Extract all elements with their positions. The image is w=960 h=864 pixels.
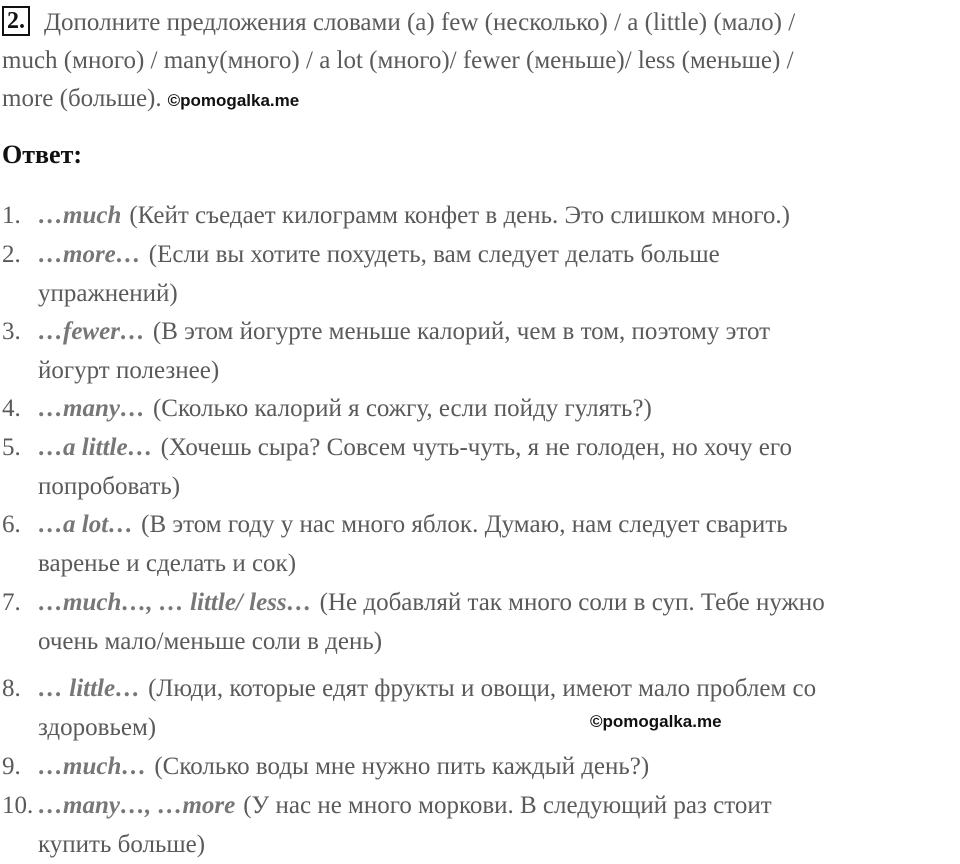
answer-number: 10.	[2, 787, 33, 826]
answer-number: 2.	[2, 236, 21, 275]
answer-translation: (Сколько воды мне нужно пить каждый день?)	[154, 753, 649, 780]
task-text-line-3: more (больше).	[2, 85, 162, 112]
answer-item-3	[0, 313, 960, 390]
answer-translation: (Хочешь сыра? Совсем чуть-чуть, я не голоден, но хочу его	[161, 434, 792, 461]
answer-number: 5.	[2, 429, 21, 468]
answer-number: 9.	[2, 748, 21, 787]
answer-number: 6.	[2, 506, 21, 545]
answer-word: …many…, …more	[38, 792, 235, 819]
answer-translation-cont: йогурт полезнее)	[38, 352, 960, 391]
answer-item-5	[0, 429, 960, 506]
answer-translation: (В этом году у нас много яблок. Думаю, нам следует сварить	[141, 511, 787, 538]
watermark-top: ©pomogalka.me	[168, 91, 300, 110]
answer-translation-cont: попробовать)	[38, 468, 960, 507]
answer-number: 4.	[2, 390, 21, 429]
answer-translation: (Люди, которые едят фрукты и овощи, имеют мало проблем со	[148, 675, 816, 702]
answer-translation-cont: здоровьем)	[38, 709, 960, 748]
answer-number: 1.	[2, 197, 21, 236]
answer-item-9	[0, 748, 960, 787]
answer-word: …a little…	[38, 434, 153, 461]
answer-word: …much…	[38, 753, 146, 780]
answer-number: 7.	[2, 584, 21, 623]
answer-item-8	[0, 670, 960, 747]
answer-translation: (Если вы хотите похудеть, вам следует делать больше	[149, 241, 720, 268]
answer-translation-cont: очень мало/меньше соли в день)	[38, 623, 960, 662]
watermark-bottom: ©pomogalka.me	[590, 712, 722, 732]
answer-item-2	[0, 236, 960, 313]
answer-number: 3.	[2, 313, 21, 352]
answer-word: …fewer…	[38, 318, 145, 345]
answer-number: 8.	[2, 670, 21, 709]
task-text-line-1: Дополните предложения словами (а) few (несколько) / a (little) (мало) /	[44, 9, 795, 36]
answer-translation-cont: купить больше)	[38, 826, 960, 864]
task-number-badge: 2.	[2, 6, 30, 36]
answer-word: …more…	[38, 241, 141, 268]
answer-translation: (У нас не много моркови. В следующий раз стоит	[243, 792, 771, 819]
answer-item-4	[0, 390, 960, 429]
answer-word: …much…, … little/ less…	[38, 589, 312, 616]
answer-translation-cont: варенье и сделать и сок)	[38, 545, 960, 584]
answer-item-7	[0, 584, 960, 661]
answer-heading: Ответ:	[2, 140, 82, 170]
answer-translation: (Кейт съедает килограмм конфет в день. Это слишком много.)	[129, 202, 790, 229]
answer-word: …many…	[38, 395, 145, 422]
task-statement	[2, 4, 952, 120]
answer-word: …much	[38, 202, 121, 229]
answer-item-6	[0, 506, 960, 583]
answer-translation: (В этом йогурте меньше калорий, чем в том, поэтому этот	[153, 318, 770, 345]
task-text-line-2: much (много) / many(много) / a lot (много)/ fewer (меньше)/ less (меньше) /	[2, 47, 794, 74]
answer-item-1	[0, 197, 960, 236]
answer-item-10	[0, 787, 960, 864]
answer-translation: (Не добавляй так много соли в суп. Тебе нужно	[320, 589, 825, 616]
answer-word: … little…	[38, 675, 140, 702]
answer-translation-cont: упражнений)	[38, 275, 960, 314]
answer-translation: (Сколько калорий я сожгу, если пойду гулять?)	[153, 395, 652, 422]
answer-word: …a lot…	[38, 511, 133, 538]
